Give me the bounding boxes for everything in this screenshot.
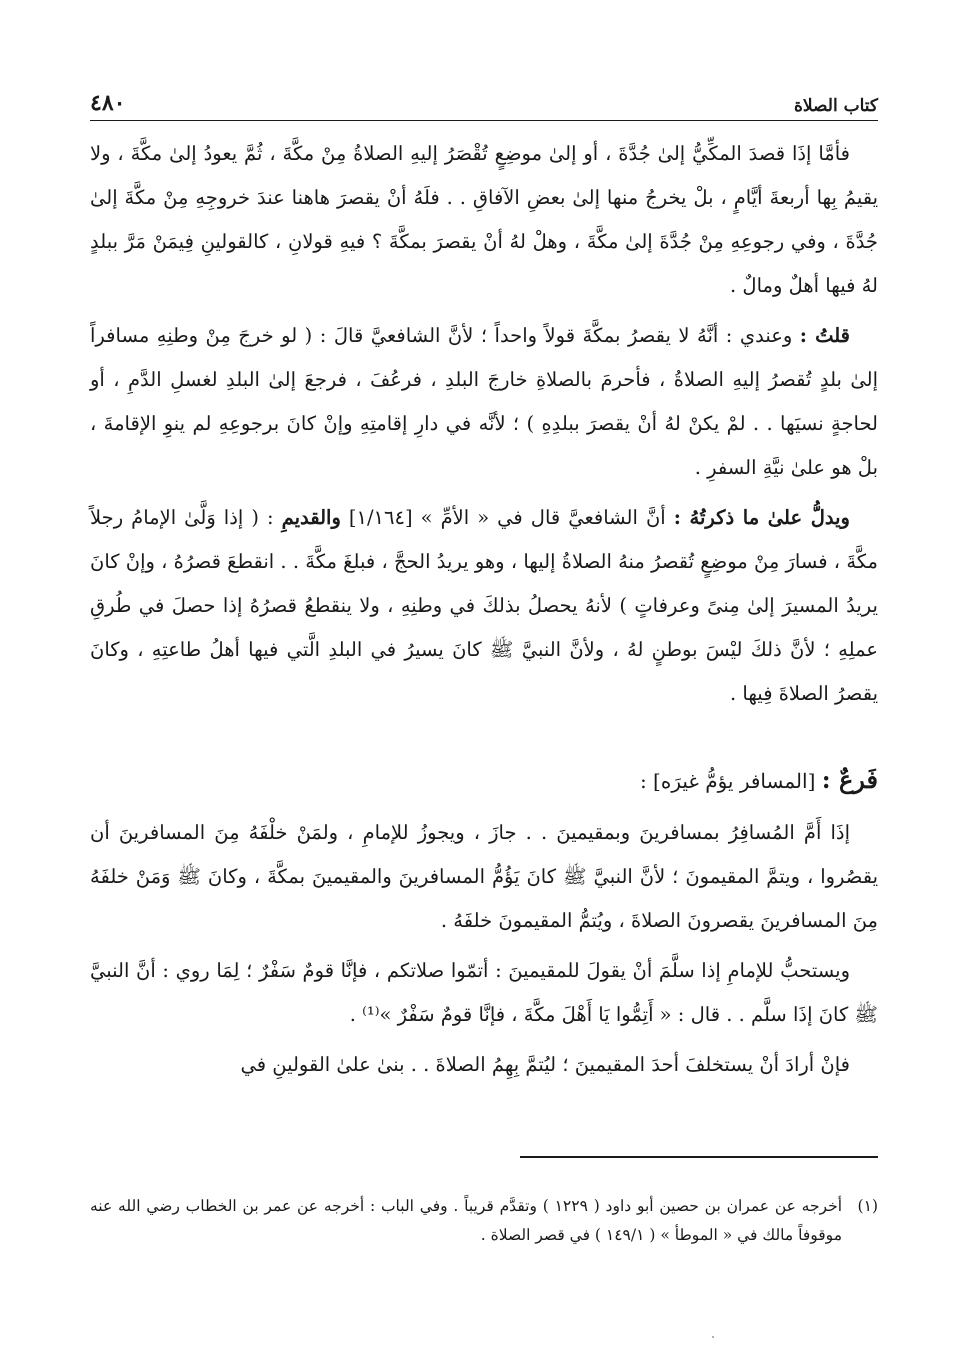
section-label: فَرعٌ : [821, 765, 878, 794]
paragraph-ref: والقديمِ [281, 506, 341, 529]
paragraph-text: : ( إذا وَلَّىٰ الإمامُ رجلاً مكَّةَ ، فسارَ مِنْ موضِعٍ تُقصرُ منهُ الصلاةُ إليها ، وهو يريدُ الحجَّ ، فبلغَ مكَّةَ . . انقطعَ قصرُهُ ، وإنْ كانَ يريدُ المسيرَ إلىٰ مِنىً وعرفاتٍ ) لأنهُ يحصلُ بذلكَ في وطنِهِ ، ولا ينقطعُ قصرُهُ إذا حصلَ في طُرقِ عملِهِ ؛ لأنَّ ذلكَ ليْسَ بوطنٍ لهُ ، ولأنَّ النبيَّ ﷺ كانَ يسيرُ في البلدِ الَّتي فيها أهلُ طاعتِهِ ، وكانَ يقصرُ الصلاةَ فِيها . [90, 506, 878, 705]
footnote [90, 1192, 878, 1250]
paragraph [90, 314, 878, 490]
paragraph [90, 811, 878, 943]
scan-speck [712, 1336, 714, 1338]
main-text [90, 132, 878, 1093]
paragraph [90, 1043, 878, 1087]
section-heading [90, 758, 878, 803]
footnote-text: أخرجه عن عمران بن حصين أبو داود ( ١٢٢٩ ) وتقدَّم قريباً . وفي الباب : أخرجه عن عمر بن الخطاب رضي الله عنه موقوفاً مالك في « الموطأ » ( ١٤٩/١ ) في قصر الصلاة . [90, 1197, 842, 1244]
footnote-number: (١) [857, 1197, 878, 1215]
paragraph-text: ويستحبُّ للإمامِ إذا سلَّمَ أنْ يقولَ للمقيمينَ : أتمّوا صلاتكم ، فإنَّا قومٌ سَفْرٌ ؛ لِمَا روي : أنَّ النبيَّ ﷺ كانَ إذَا سلَّم . . قال : « أَتِمُّوا يَا أَهْلَ مكَّةَ ، فإنَّا قومٌ سَفْرٌ »⁽¹⁾ . [90, 959, 878, 1026]
running-title: كتاب الصلاة [793, 96, 878, 116]
paragraph [90, 949, 878, 1037]
paragraph [90, 496, 878, 716]
paragraph-lead: قلتُ : [799, 324, 850, 347]
paragraph-text: فأمَّا إذَا قصدَ المكِّيُّ إلىٰ جُدَّةَ ، أو إلىٰ موضِعٍ تُقْصَرُ إليهِ الصلاةُ مِنْ مكَّةَ ، ثُمَّ يعودُ إلىٰ مكَّةَ ، ولا يقيمُ بِها أربعةَ أيَّامٍ ، بلْ يخرجُ منها إلىٰ بعضِ الآفاقِ . . فلَهُ أنْ يقصرَ هاهنا عندَ خروجِهِ مِنْ مكَّةَ إلىٰ جُدَّةَ ، وفي رجوعِهِ مِنْ جُدَّةَ إلىٰ مكَّةَ ، وهلْ لهُ أنْ يقصرَ بمكَّةَ ؟ فيهِ قولانِ ، كالقولينِ فِيمَنْ مَرَّ ببلدٍ لهُ فيها أهلٌ ومالٌ . [90, 142, 878, 297]
page-number: ٤٨٠ [90, 90, 126, 116]
paragraph-lead: ويدلُّ علىٰ ما ذكرتُهُ : [673, 506, 850, 529]
paragraph-text: إذَا أَمَّ المُسافِرُ بمسافرينَ وبمقيمينَ . . جازَ ، ويجوزُ للإمامِ ، ولمَنْ خلْفَهُ مِنَ المسافرينَ أن يقصُروا ، ويتمَّ المقيمونَ ؛ لأنَّ النبيَّ ﷺ كانَ يَؤُمُّ المسافرينَ والمقيمينَ بمكَّةَ ، وكانَ ﷺ وَمَنْ خلفَهُ مِنَ المسافرينَ يقصرونَ الصلاةَ ، ويُتمُّ المقيمونَ خلفَهُ . [90, 821, 878, 932]
paragraph-text: وعندي : أنَّهُ لا يقصرُ بمكَّةَ قولاً واحداً ؛ لأنَّ الشافعيَّ قالَ : ( لو خرجَ مِنْ وطنِهِ مسافراً إلىٰ بلدٍ تُقصرُ إليهِ الصلاةُ ، فأحرمَ بالصلاةِ خارجَ البلدِ ، فرعُفَ ، فرجعَ إلىٰ البلدِ لغسلِ الدَّمِ ، أو لحاجةٍ نسيَها . . لمْ يكنْ لهُ أنْ يقصرَ ببلدِهِ ) ؛ لأنَّه في دارِ إقامتِهِ وإنْ كانَ برجوعِهِ لم ينوِ الإقامةَ ، بلْ هو علىٰ نيَّةِ السفرِ . [90, 324, 878, 479]
page-header [90, 84, 878, 121]
footnotes [90, 1192, 878, 1250]
footnote-divider [520, 1156, 878, 1158]
paragraph-text: فإنْ أرادَ أنْ يستخلفَ أحدَ المقيمينَ ؛ ليُتمَّ بِهِمُ الصلاةَ . . بنىٰ علىٰ القولينِ في [240, 1053, 850, 1076]
paragraph-text-before-ref: أنَّ الشافعيَّ قال في « الأمِّ » [١/١٦٤] [348, 506, 666, 529]
paragraph [90, 132, 878, 308]
section-title: [المسافر يؤمُّ غيرَه] : [639, 769, 816, 793]
